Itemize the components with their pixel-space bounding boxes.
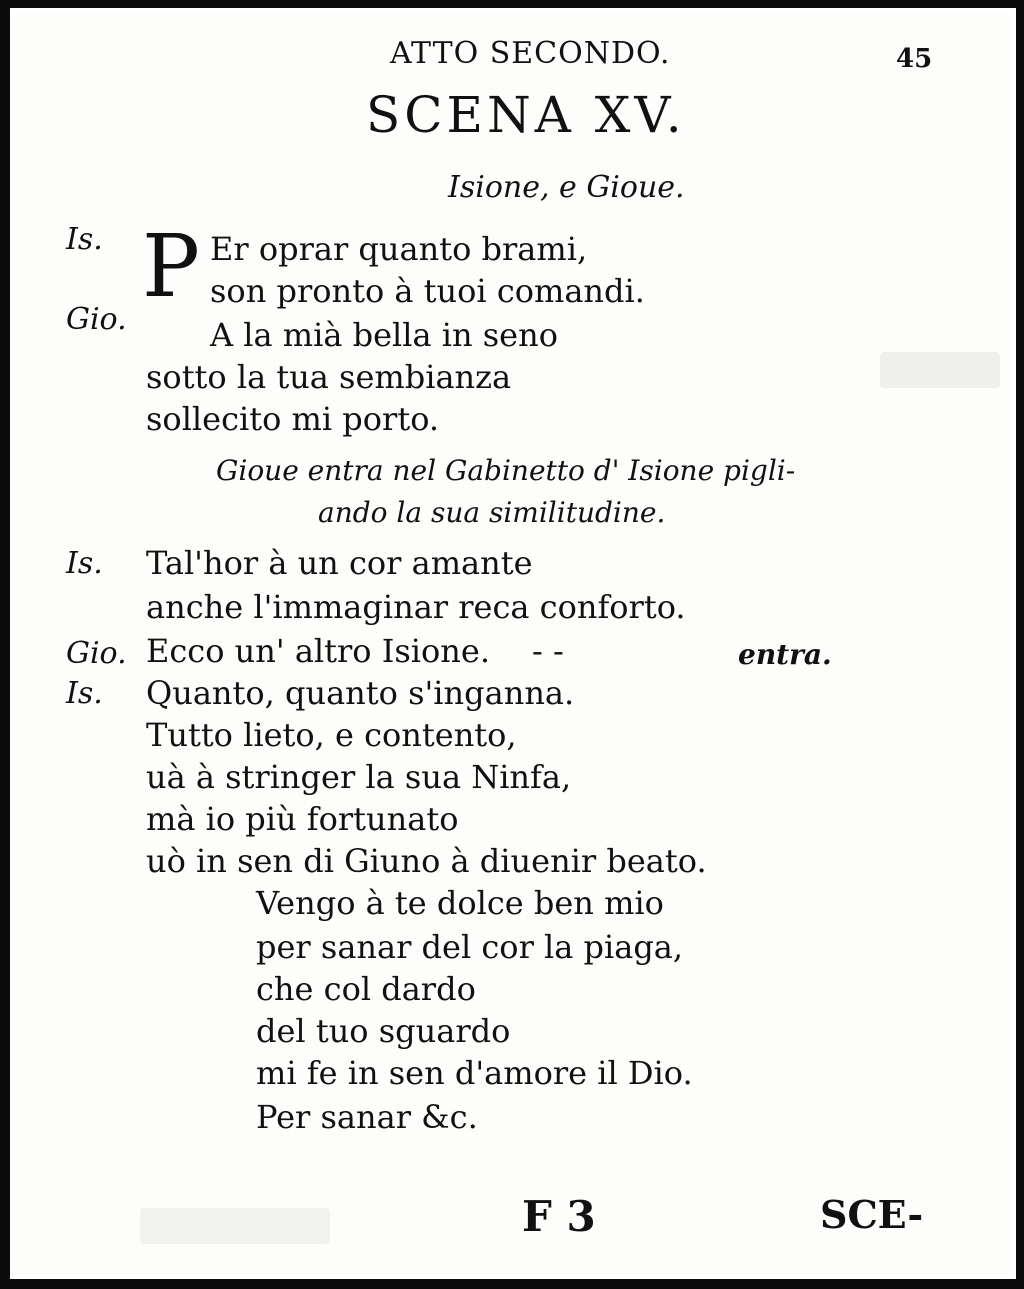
verse-line: Er oprar quanto brami, — [210, 230, 588, 268]
verse-line: uà à stringer la sua Ninfa, — [146, 758, 572, 796]
scan-edge-top — [0, 0, 1024, 8]
page-number: 45 — [896, 44, 933, 74]
stage-direction: ando la sua similitudine. — [318, 496, 666, 529]
scan-edge-bottom — [0, 1279, 1024, 1289]
verse-line: uò in sen di Giuno à diuenir beato. — [146, 842, 707, 880]
verse-line: sollecito mi porto. — [146, 400, 440, 438]
signature-mark: F 3 — [522, 1192, 596, 1241]
speaker-label: Gio. — [66, 636, 127, 671]
verse-line: son pronto à tuoi comandi. — [210, 272, 645, 310]
dash-ornament: - - — [532, 632, 564, 670]
verse-line: A la mià bella in seno — [210, 316, 558, 354]
aria-line: per sanar del cor la piaga, — [256, 928, 684, 966]
aria-line: mi fe in sen d'amore il Dio. — [256, 1054, 693, 1092]
drop-cap: P — [142, 217, 200, 317]
verse-line: Tal'hor à un cor amante — [146, 544, 533, 582]
verse-line: Quanto, quanto s'inganna. — [146, 674, 575, 712]
speaker-label: Is. — [66, 676, 103, 711]
scene-title: SCENA XV. — [366, 86, 686, 144]
running-head: ATTO SECONDO. — [390, 36, 671, 71]
aria-line: Per sanar &c. — [256, 1098, 478, 1136]
scene-characters: Isione, e Gioue. — [448, 170, 685, 205]
aria-line: che col dardo — [256, 970, 476, 1008]
speaker-label: Is. — [66, 222, 103, 257]
speaker-label: Is. — [66, 546, 103, 581]
scan-edge-left — [0, 0, 10, 1289]
verse-line: mà io più fortunato — [146, 800, 459, 838]
aria-line: del tuo sguardo — [256, 1012, 511, 1050]
stage-direction: Gioue entra nel Gabinetto d' Isione pigli- — [216, 454, 796, 487]
verse-line: Ecco un' altro Isione. — [146, 632, 491, 670]
verse-line: sotto la tua sembianza — [146, 358, 512, 396]
speaker-label: Gio. — [66, 302, 127, 337]
catchword: SCE- — [820, 1192, 924, 1237]
verse-line: Tutto lieto, e contento, — [146, 716, 517, 754]
scan-edge-right — [1016, 0, 1024, 1289]
aria-line: Vengo à te dolce ben mio — [256, 884, 664, 922]
bleed-through-shape — [880, 352, 1000, 388]
bleed-through-shape — [140, 1208, 330, 1244]
exit-direction: entra. — [738, 638, 832, 671]
verse-line: anche l'immaginar reca conforto. — [146, 588, 686, 626]
